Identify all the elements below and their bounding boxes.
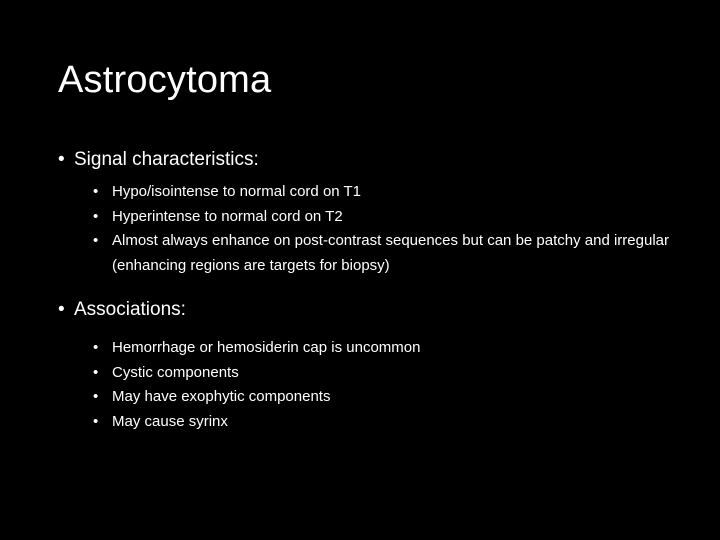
bullet-icon: • <box>93 207 99 225</box>
bullet-item-level-1 <box>58 298 678 322</box>
section-associations <box>58 298 678 434</box>
bullet-text: Hyperintense to normal cord on T2 <box>112 207 343 225</box>
bullet-item-level-2 <box>58 205 678 230</box>
bullet-icon: • <box>93 363 99 381</box>
section-heading: Signal characteristics: <box>74 149 259 170</box>
bullet-text: Hypo/isointense to normal cord on T1 <box>112 183 362 200</box>
section-signal-characteristics <box>58 148 678 278</box>
bullet-item-level-2 <box>58 361 678 386</box>
bullet-item-level-2 <box>58 229 678 278</box>
sub-bullet-list <box>58 180 678 278</box>
bullet-icon: • <box>58 149 65 170</box>
bullet-item-level-2 <box>58 180 678 205</box>
slide-title: Astrocytoma <box>58 59 272 101</box>
bullet-icon: • <box>93 388 99 405</box>
bullet-item-level-2 <box>58 385 678 410</box>
bullet-text: Almost always enhance on post-contrast sequences but can be patchy and irregular (enhancing regions are targets for biopsy) <box>112 232 669 274</box>
bullet-text: Cystic components <box>112 363 239 381</box>
bullet-text: May cause syrinx <box>112 412 228 430</box>
bullet-text: Hemorrhage or hemosiderin cap is uncommon <box>112 339 421 356</box>
bullet-icon: • <box>93 232 99 249</box>
bullet-text: May have exophytic components <box>112 388 331 405</box>
bullet-item-level-2 <box>58 336 678 361</box>
bullet-item-level-2 <box>58 410 678 435</box>
sub-bullet-list <box>58 336 678 434</box>
bullet-item-level-1 <box>58 148 678 172</box>
bullet-icon: • <box>93 412 99 430</box>
bullet-icon: • <box>58 299 65 320</box>
bullet-icon: • <box>93 339 99 356</box>
bullet-icon: • <box>93 183 99 200</box>
section-heading: Associations: <box>74 299 186 320</box>
